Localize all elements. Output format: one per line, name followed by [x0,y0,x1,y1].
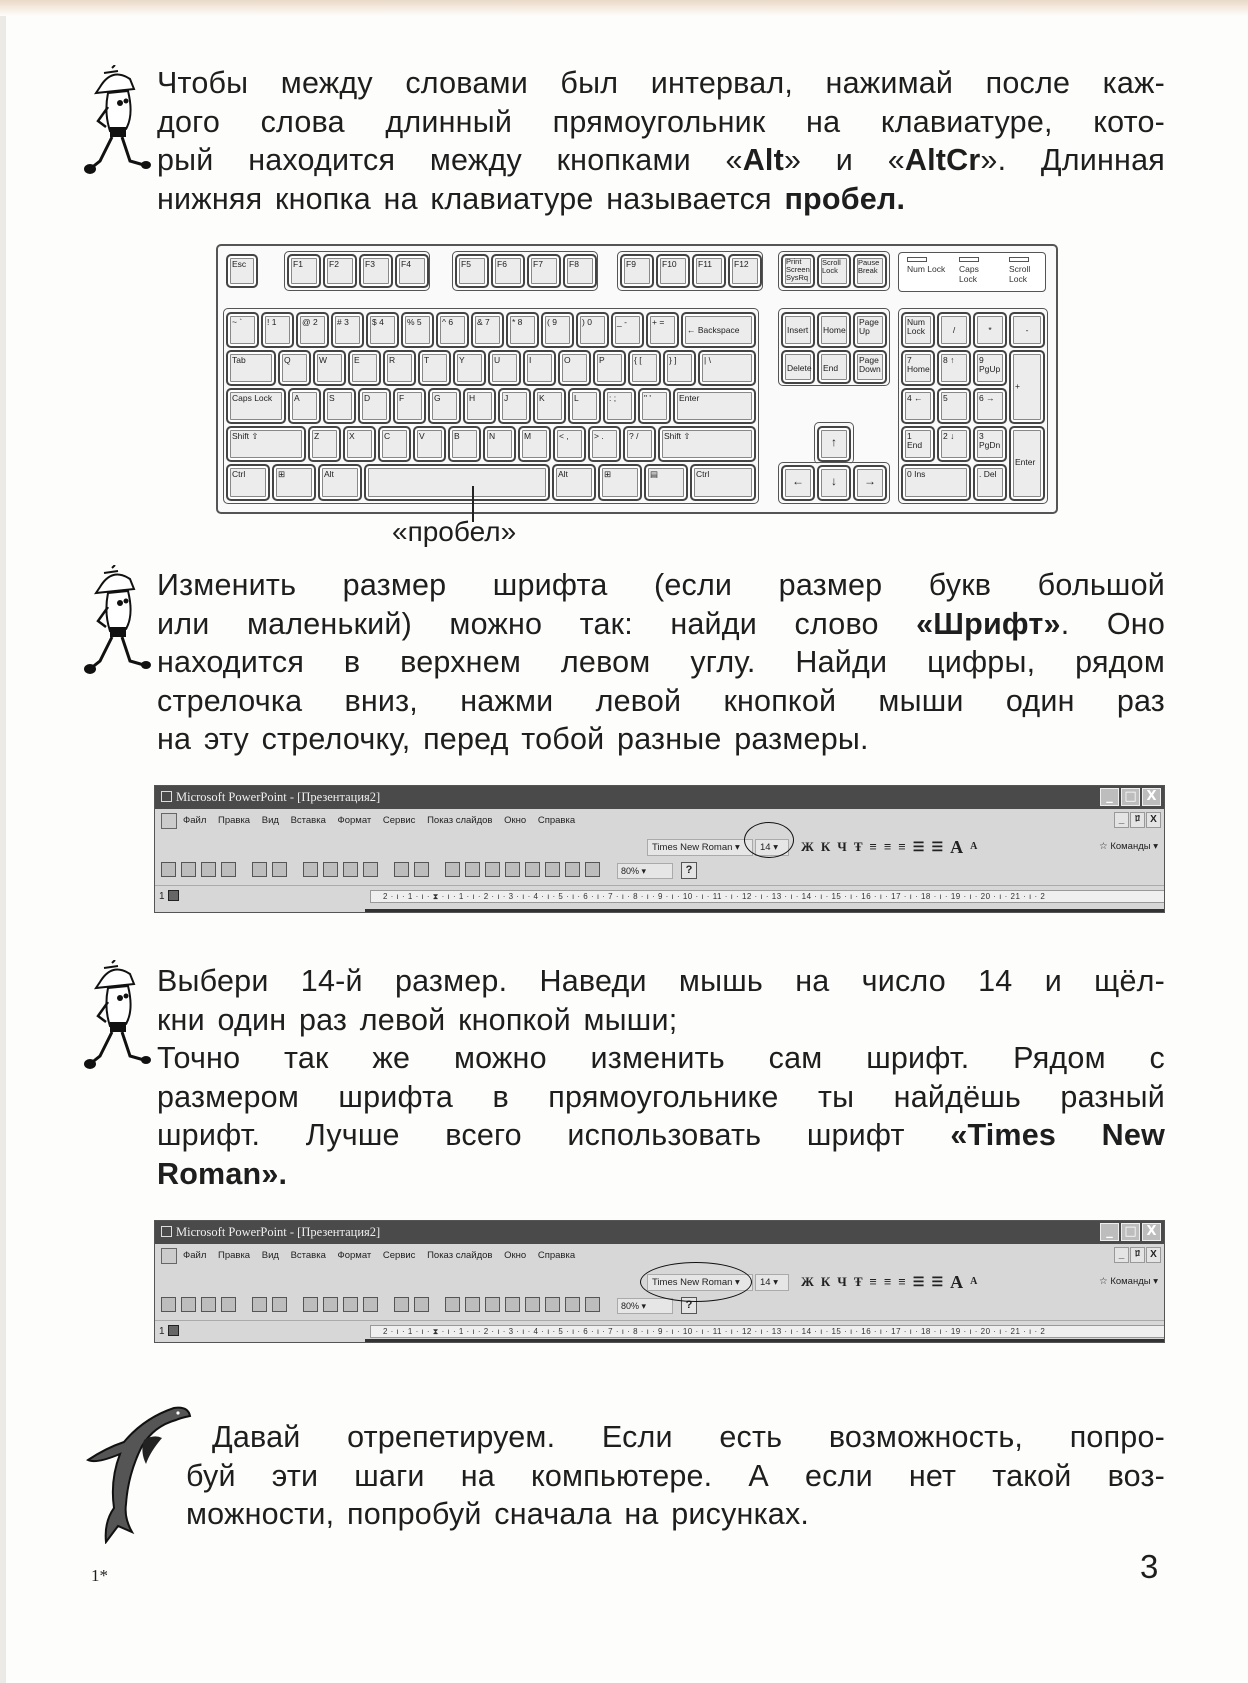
text-line: на эту стрелочку, перед тобой разные размеры. [157,722,869,757]
text-line: находится в верхнем левом углу. Найди цифры, рядом [157,645,1165,680]
key-arrow-left: ← [781,465,815,501]
decrease-font-button[interactable]: A [970,841,978,852]
key-0: ) 0 [576,312,609,348]
key-windows-right: ⊞ [598,464,642,501]
menu-slide-show[interactable]: Показ слайдов [427,1250,493,1261]
key-h: H [463,388,496,424]
zoom-dropdown[interactable]: 80% ▾ [617,863,673,879]
new-slide-icon[interactable] [525,1297,540,1312]
menu-help[interactable]: Справка [537,815,576,826]
indicator-num-lock: Num Lock [907,257,947,274]
ruler-underline [365,1339,1165,1342]
text-line: шрифт. Лучше всего использовать шрифт «Times New [157,1118,1165,1153]
key-f12: F12 [728,254,762,288]
key-a: A [288,388,321,424]
hyperlink-icon[interactable] [445,862,460,877]
help-button[interactable]: ? [681,1297,697,1314]
italic-button[interactable]: К [820,839,831,854]
grayscale-icon[interactable] [585,1297,600,1312]
shadow-button[interactable]: Ŧ [853,839,863,854]
key-o: O [558,350,591,386]
key-tilde: ~ ` [226,312,259,348]
formatting-buttons [801,837,977,857]
italic-button[interactable]: К [820,1274,831,1289]
numpad-plus: + [1009,350,1045,424]
text-line: Точно так же можно изменить сам шрифт. Рядом с [157,1041,1165,1076]
menu-file[interactable]: Файл [183,815,207,826]
chart-icon[interactable] [505,862,520,877]
key-d: D [358,388,391,424]
window-title: Microsoft PowerPoint - [Презентация2] [176,790,381,804]
key-semicolon: : ; [603,388,636,424]
key-menu: ▤ [644,464,688,501]
menu-window[interactable]: Окно [504,1250,527,1261]
close-button[interactable]: X [1142,788,1161,806]
close-button[interactable]: X [1142,1223,1161,1241]
open-icon[interactable] [181,1297,196,1312]
window-controls [1100,788,1161,806]
signature-mark: 1* [91,1566,108,1585]
key-5: % 5 [401,312,434,348]
document-controls [1114,1247,1161,1263]
menu-window[interactable]: Окно [504,815,527,826]
key-home: Home [817,312,851,348]
key-1: ! 1 [261,312,294,348]
key-insert: Insert [781,312,815,348]
new-slide-icon[interactable] [525,862,540,877]
chart-icon[interactable] [505,1297,520,1312]
undo-icon[interactable] [394,862,409,877]
align-center-button[interactable]: ≡ [883,839,892,854]
menu-slide-show[interactable]: Показ слайдов [427,815,493,826]
doc-restore-button[interactable]: ﾛ [1130,812,1145,828]
key-p: P [593,350,626,386]
key-t: T [418,350,451,386]
text-line: рый находится между кнопками «Alt» и «AltCr». Длинная [157,143,1165,178]
doc-close-button[interactable]: X [1146,1247,1161,1263]
zoom-dropdown[interactable]: 80% ▾ [617,1298,673,1314]
new-icon[interactable] [161,862,176,877]
key-page-up: Page Up [853,312,887,348]
numpad-0: 0 Ins [901,464,971,501]
increase-font-button[interactable]: A [950,1272,964,1292]
key-space [364,464,550,501]
key-f4: F4 [395,254,429,288]
indicator-caps-lock: Caps Lock [959,257,999,284]
key-slash: ? / [623,426,656,462]
key-s: S [323,388,356,424]
key-e: E [348,350,381,386]
menu-format[interactable]: Формат [337,815,372,826]
decrease-font-button[interactable]: A [970,1276,978,1287]
doc-close-button[interactable]: X [1146,812,1161,828]
menu-view[interactable]: Вид [261,1250,279,1261]
key-comma: < , [553,426,586,462]
key-l: L [568,388,601,424]
keyboard-illustration [216,244,1058,514]
increase-font-button[interactable]: A [950,837,964,857]
indicator-scroll-lock: Scroll Lock [1009,257,1045,284]
key-shift-right: Shift ⇧ [658,426,756,462]
numpad-divide: / [937,312,971,348]
menu-tools[interactable]: Сервис [382,815,416,826]
numpad-3: 3 PgDn [973,426,1007,462]
key-f: F [393,388,426,424]
text-line: Чтобы между словами был интервал, нажимай после каж- [157,66,1165,100]
key-scroll-lock: Scroll Lock [817,254,851,288]
numpad-8: 8 ↑ [937,350,971,386]
document-icon [161,813,177,829]
menu-bar [155,1244,1164,1268]
key-c: C [378,426,411,462]
doc-minimize-button[interactable]: _ [1114,1247,1129,1263]
key-pause-break: Pause Break [853,254,887,288]
key-z: Z [308,426,341,462]
text-line: Roman». [157,1156,288,1191]
key-arrow-up: ↑ [817,426,851,462]
standard-toolbar-icons [161,1297,600,1312]
numpad-multiply: * [973,312,1007,348]
key-u: U [488,350,521,386]
key-y: Y [453,350,486,386]
new-icon[interactable] [161,1297,176,1312]
key-f9: F9 [620,254,654,288]
key-7: & 7 [471,312,504,348]
numpad-decimal: . Del [973,464,1007,501]
underline-button[interactable]: Ч [837,1274,847,1289]
cut-icon[interactable] [303,1297,318,1312]
key-q: Q [278,350,311,386]
key-f10: F10 [656,254,690,288]
key-windows-left: ⊞ [272,464,316,501]
text-line: можности, попробуй сначала на рисунках. [186,1497,810,1532]
key-f5: F5 [455,254,489,288]
key-tab: Tab [226,350,276,386]
minimize-button[interactable]: _ [1100,1223,1119,1241]
key-i: I [523,350,556,386]
key-m: M [518,426,551,462]
key-minus: _ - [611,312,644,348]
key-ctrl-left: Ctrl [226,464,270,501]
key-bracket-left: { [ [628,350,661,386]
menu-format[interactable]: Формат [337,1250,372,1261]
key-6: ^ 6 [436,312,469,348]
menu-file[interactable]: Файл [183,1250,207,1261]
text-line: буй эти шаги на компьютере. А если нет такой воз- [186,1458,1165,1493]
numbering-button[interactable]: ☰ [912,1274,925,1289]
key-ctrl-right: Ctrl [690,464,756,501]
spelling-icon[interactable] [272,1297,287,1312]
numbering-button[interactable]: ☰ [912,839,925,854]
numpad-7: 7 Home [901,350,935,386]
key-x: X [343,426,376,462]
font-size-dropdown[interactable]: 14 ▾ [755,839,789,856]
key-quote: " ' [638,388,671,424]
key-print-screen: Print Screen SysRq [781,254,815,288]
permission-icon[interactable] [221,862,236,877]
key-b: B [448,426,481,462]
menu-help[interactable]: Справка [537,1250,576,1261]
commands-button[interactable]: ☆ Команды ▾ [1099,841,1158,852]
key-9: ( 9 [541,312,574,348]
paragraph-font-size [157,566,1165,759]
key-backspace: ← Backspace [681,312,756,348]
text-line: или маленький) можно так: найди слово «Шрифт». Оно [157,606,1165,641]
key-arrow-down: ↓ [817,465,851,501]
menu-edit[interactable]: Правка [218,815,251,826]
doc-restore-button[interactable]: ﾛ [1130,1247,1145,1263]
maximize-button[interactable]: □ [1121,788,1140,806]
paragraph-space-bar [157,64,1165,218]
key-f6: F6 [491,254,525,288]
text-line: Выбери 14-й размер. Наведи мышь на число 14 и щёл- [157,964,1165,998]
key-f8: F8 [563,254,597,288]
hyperlink-icon[interactable] [445,1297,460,1312]
key-f2: F2 [323,254,357,288]
menu-view[interactable]: Вид [261,815,279,826]
text-line: Давай отрепетируем. Если есть возможность, попро- [212,1420,1165,1454]
numpad-minus: - [1009,312,1045,348]
align-right-button[interactable]: ≡ [898,1274,906,1289]
key-esc: Esc [226,254,258,288]
powerpoint-app-icon [161,1226,172,1237]
bullets-button[interactable]: ☰ [931,1274,944,1289]
key-j: J [498,388,531,424]
show-formatting-icon[interactable] [565,1297,580,1312]
print-icon[interactable] [252,862,267,877]
doc-minimize-button[interactable]: _ [1114,812,1129,828]
underline-button[interactable]: Ч [837,839,847,854]
spelling-icon[interactable] [272,862,287,877]
shadow-button[interactable]: Ŧ [853,1274,863,1289]
paste-icon[interactable] [343,1297,358,1312]
key-period: > . [588,426,621,462]
copy-icon[interactable] [323,862,338,877]
align-left-button[interactable]: ≡ [869,1274,877,1289]
font-name-dropdown[interactable]: Times New Roman ▾ [647,1274,753,1291]
font-name-highlight-ellipse [640,1262,752,1302]
key-k: K [533,388,566,424]
redo-icon[interactable] [414,1297,429,1312]
key-end: End [817,350,851,384]
numpad-6: 6 → [973,388,1007,424]
text-line: Изменить размер шрифта (если размер букв большой [157,568,1165,602]
page-top-edge [0,0,1248,16]
key-4: $ 4 [366,312,399,348]
key-v: V [413,426,446,462]
key-n: N [483,426,516,462]
numpad-enter: Enter [1009,426,1045,501]
open-icon[interactable] [181,862,196,877]
bold-button[interactable]: Ж [801,1274,814,1289]
ruler-underline [365,909,1165,912]
horizontal-ruler[interactable]: 2 · ı · 1 · ı · ⧗ · ı · 1 · ı · 2 · ı · 3 · ı · 4 · ı · 5 · ı · 6 · ı · 7 · ı · 8 · ı · 9 · ı · 10 · ı · 11 · ı · 12 · ı · 13 · ı · 14 · ı · 15 · ı · 16 · ı · 17 · ı · 18 · ı · 19 · ı · 20 · ı · 21 · ı · 2 [370,890,1165,903]
redo-icon[interactable] [414,862,429,877]
key-f3: F3 [359,254,393,288]
key-shift-left: Shift ⇧ [226,426,306,462]
text-line: стрелочка вниз, нажми левой кнопкой мыши один раз [157,683,1165,718]
font-size-dropdown[interactable]: 14 ▾ [755,1274,789,1291]
mascot-icon [82,565,154,677]
key-arrow-right: → [853,465,887,501]
help-button[interactable]: ? [681,862,697,879]
undo-icon[interactable] [394,1297,409,1312]
format-painter-icon[interactable] [363,1297,378,1312]
key-f11: F11 [692,254,726,288]
key-g: G [428,388,461,424]
indicator-lights [898,252,1046,292]
expand-icon[interactable] [545,862,560,877]
slide-thumbnail-icon [168,1325,179,1336]
numpad-2: 2 ↓ [937,426,971,462]
key-delete: Delete [781,350,815,384]
slide-thumbnail-icon [168,890,179,901]
format-painter-icon[interactable] [363,862,378,877]
key-page-down: Page Down [853,350,887,384]
save-icon[interactable] [201,1297,216,1312]
numpad-1: 1 End [901,426,935,462]
bold-button[interactable]: Ж [801,839,814,854]
key-alt-left: Alt [318,464,362,501]
text-line: размером шрифта в прямоугольнике ты найдёшь разный [157,1079,1165,1114]
menu-tools[interactable]: Сервис [382,1250,416,1261]
paragraph-choose-size [157,962,1165,1194]
ruler-bar [155,885,1164,909]
font-size-highlight-circle [744,822,794,858]
window-title-bar [155,786,1164,809]
key-equals: + = [646,312,679,348]
mascot-icon [82,65,154,177]
table-icon[interactable] [465,1297,480,1312]
key-8: * 8 [506,312,539,348]
minimize-button[interactable]: _ [1100,788,1119,806]
key-caps-lock: Caps Lock [226,388,286,424]
page-number: 3 [1140,1548,1159,1585]
numpad-9: 9 PgUp [973,350,1007,386]
key-w: W [313,350,346,386]
numpad-5: 5 [937,388,971,424]
key-2: @ 2 [296,312,329,348]
menu-bar [155,809,1164,833]
font-name-dropdown[interactable]: Times New Roman ▾ [647,839,753,856]
grayscale-icon[interactable] [585,862,600,877]
menu-edit[interactable]: Правка [218,1250,251,1261]
horizontal-ruler[interactable]: 2 · ı · 1 · ı · ⧗ · ı · 1 · ı · 2 · ı · 3 · ı · 4 · ı · 5 · ı · 6 · ı · 7 · ı · 8 · ı · 9 · ı · 10 · ı · 11 · ı · 12 · ı · 13 · ı · 14 · ı · 15 · ı · 16 · ı · 17 · ı · 18 · ı · 19 · ı · 20 · ı · 21 · ı · 2 [370,1325,1165,1338]
slide-number: 1 [159,890,179,902]
window-title: Microsoft PowerPoint - [Презентация2] [176,1225,381,1239]
align-right-button[interactable]: ≡ [898,839,906,854]
key-alt-right: Alt [552,464,596,501]
slide-number: 1 [159,1325,179,1337]
copy-icon[interactable] [323,1297,338,1312]
key-r: R [383,350,416,386]
insert-table-icon[interactable] [485,862,500,877]
key-3: # 3 [331,312,364,348]
expand-icon[interactable] [545,1297,560,1312]
space-bar-caption: «пробел» [392,516,517,547]
align-center-button[interactable]: ≡ [883,1274,892,1289]
powerpoint-app-icon [161,791,172,802]
maximize-button[interactable]: □ [1121,1223,1140,1241]
paste-icon[interactable] [343,862,358,877]
print-icon[interactable] [252,1297,267,1312]
cut-icon[interactable] [303,862,318,877]
save-icon[interactable] [201,862,216,877]
page-binding-edge [0,16,6,1683]
insert-table-icon[interactable] [485,1297,500,1312]
paragraph-practice [157,1418,1165,1534]
standard-toolbar-icons [161,862,600,877]
commands-button[interactable]: ☆ Команды ▾ [1099,1276,1158,1287]
text-line: кни один раз левой кнопкой мыши; [157,1002,678,1037]
text-line: дого слова длинный прямоугольник на клавиатуре, кото- [157,104,1165,139]
key-f7: F7 [527,254,561,288]
powerpoint-window-size-highlight [154,785,1165,913]
align-left-button[interactable]: ≡ [869,839,877,854]
numpad-4: 4 ← [901,388,935,424]
table-icon[interactable] [465,862,480,877]
show-formatting-icon[interactable] [565,862,580,877]
key-enter: Enter [673,388,756,424]
standard-toolbar [155,857,1164,885]
window-controls [1100,1223,1161,1241]
text-line: нижняя кнопка на клавиатуре называется пробел. [157,181,906,216]
bullets-button[interactable]: ☰ [931,839,944,854]
document-controls [1114,812,1161,828]
menu-insert[interactable]: Вставка [290,1250,326,1261]
key-backslash: | \ [698,350,756,386]
key-bracket-right: } ] [663,350,696,386]
document-icon [161,1248,177,1264]
window-title-bar [155,1221,1164,1244]
menu-insert[interactable]: Вставка [290,815,326,826]
mascot-icon [82,960,154,1072]
numpad-num-lock: Num Lock [901,312,935,348]
permission-icon[interactable] [221,1297,236,1312]
formatting-buttons [801,1272,977,1292]
key-f1: F1 [287,254,321,288]
